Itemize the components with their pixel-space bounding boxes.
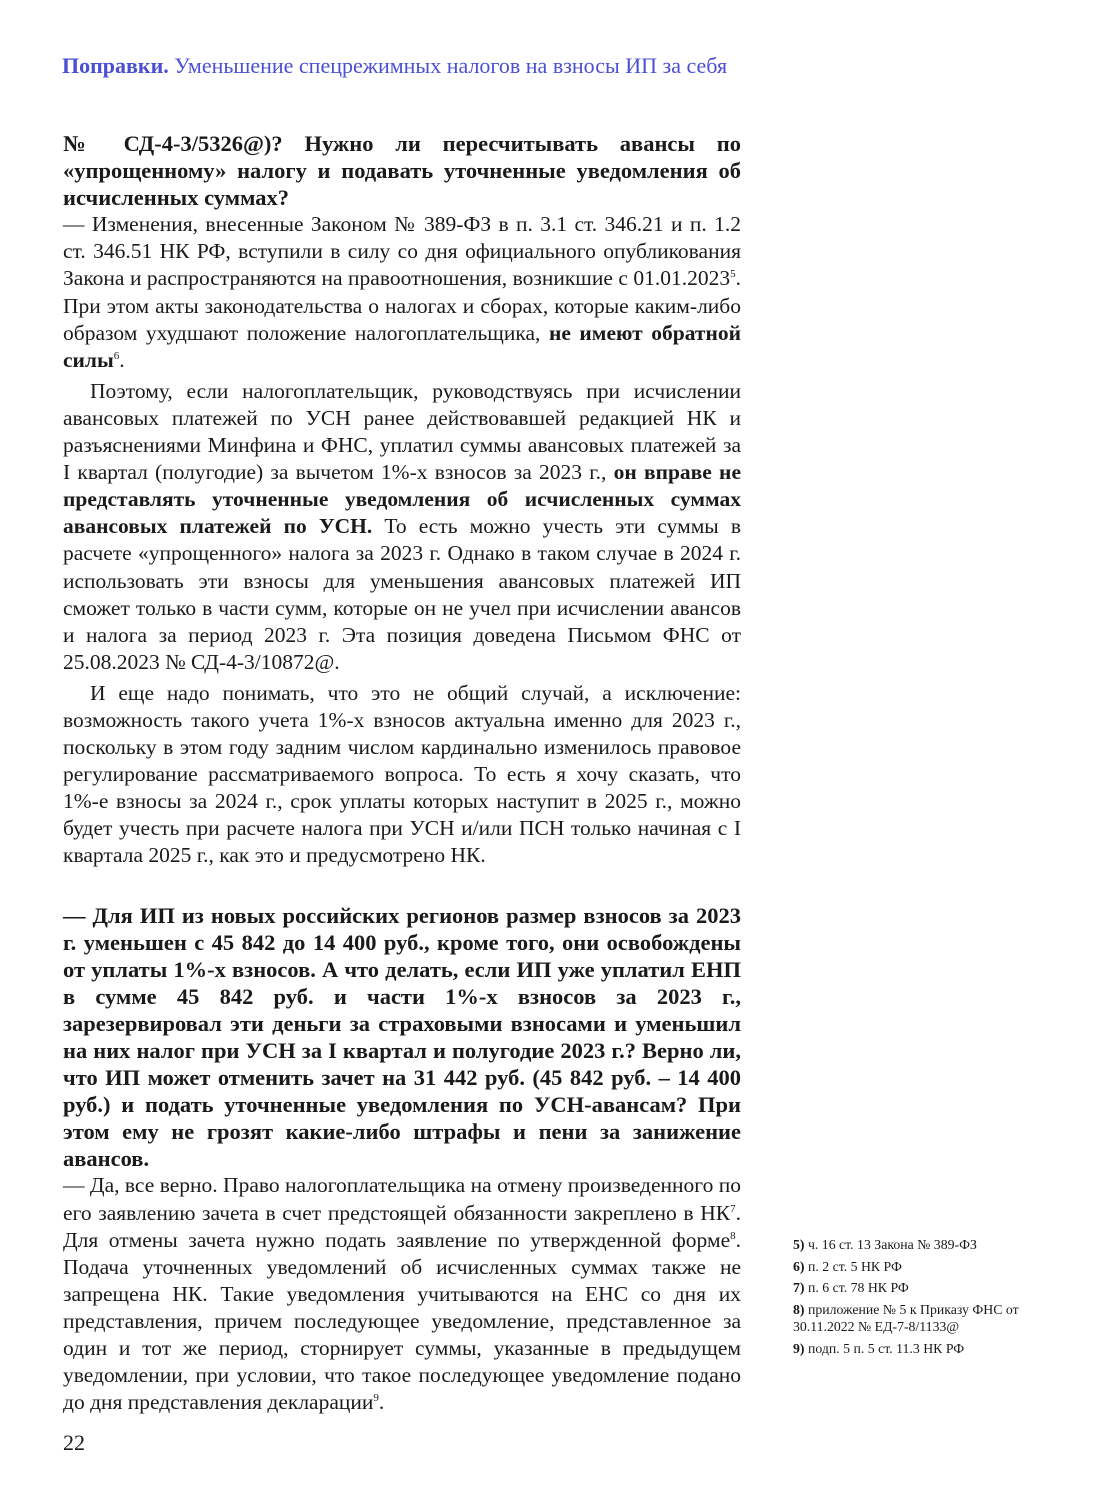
emphasis-no-retroactive: не имеют обратной силы <box>63 320 741 372</box>
footnote: 5) ч. 16 ст. 13 Закона № 389-ФЗ <box>793 1237 977 1252</box>
answer-1-paragraph-1: — Изменения, внесенные Законом № 389-ФЗ в п. 3.1 ст. 346.21 и п. 1.2 ст. 346.51 НК РФ, вступили в силу со дня официального опубликования Закона и распространяются на правоотношения, возникшие с 01.01.2023$^5$. При этом акты законодательства о налогах и сборах, которые каким-либо образом ухудшают положение налогоплательщика, не имеют обратной силы$^6$. <box>63 212 741 372</box>
page-number: 22 <box>63 1430 85 1455</box>
answer-2: — Да, все верно. Право налогоплательщика на отмену произведенного по его заявлению зачета в счет предстоящей обязанности закреплено в $НК^7$. Для отмены зачета нужно подать заявление по утвержденной форме$^8$. Подача уточненных уведомлений об исчисленных суммах также не запрещена НК. Такие уведомления учитываются на ЕНС со дня их представления, причем последующее уведомление, представленное за один и тот же период, сторнирует суммы, указанные в предыдущем уведомлении, при условии, что такое последующее уведомление подано до дня представления декларации$^9$. <box>63 1173 741 1415</box>
header-label: Поправки. <box>62 53 169 78</box>
emphasis-right-not-to-submit: он вправе не представлять уточненные уведомления об исчисленных суммах авансовых платежей по УСН. <box>63 460 741 539</box>
running-header <box>62 53 727 79</box>
footnote: 9) подп. 5 п. 5 ст. 11.3 НК РФ <box>793 1340 965 1356</box>
footnote-ref-6: 6 <box>113 349 120 362</box>
footnote: 7) п. 6 ст. 78 НК РФ <box>793 1280 909 1295</box>
footnote-ref-9: 9 <box>373 1392 379 1405</box>
question-1: № СД-4-3/5326@)? Нужно ли пересчитывать авансы по «упрощенному» налогу и подавать уточненные уведомления об исчисленных суммах? <box>63 131 741 211</box>
footnote-ref-8: 8 <box>730 1229 736 1242</box>
footnote: 8) приложение № 5 к Приказу ФНС от 30.11.2022 № ЕД-7-8/1133@ <box>793 1301 1019 1334</box>
header-title: Уменьшение спецрежимных налогов на взносы ИП за себя <box>174 53 728 78</box>
question-2: — Для ИП из новых российских регионов размер взносов за 2023 г. уменьшен с 45 842 до 14 400 руб., кроме того, они освобождены от уплаты 1%-х взносов. А что делать, если ИП уже уплатил ЕНП в сумме 45 842 руб. и части 1%-х взносов за 2023 г., зарезервировал эти деньги за страховыми взносами и уменьшил на них налог при УСН за I квартал и полугодие 2023 г.? Верно ли, что ИП может отменить зачет на 31 442 руб. (45 842 руб. – 14 400 руб.) и подать уточненные уведомления по УСН-авансам? При этом ему не грозят какие-либо штрафы и пени за занижение авансов. <box>63 902 741 1172</box>
answer-1-paragraph-3: И еще надо понимать, что это не общий случай, а исключение: возможность такого учета 1%-х взносов актуальна именно для 2023 г., поскольку в этом году задним числом кардинально изменилось правовое регулирование рассматриваемого вопроса. То есть я хочу сказать, что 1%-е взносы за 2024 г., срок уплаты которых наступит в 2025 г., можно будет учесть при расчете налога при УСН и/или ПСН только начиная с I квартала 2025 г., как это и предусмотрено НК. <box>63 680 741 868</box>
footnotes <box>793 1236 1033 1361</box>
footnote-ref-7: 7 <box>730 1202 736 1215</box>
footnote: 6) п. 2 ст. 5 НК РФ <box>793 1258 902 1274</box>
answer-1-paragraph-2: Поэтому, если налогоплательщик, руководствуясь при исчислении авансовых платежей по УСН ранее действовавшей редакцией НК и разъяснениями Минфина и ФНС, уплатил суммы авансовых платежей за I квартал (полугодие) за вычетом 1%-х взносов за 2023 г., он вправе не представлять уточненные уведомления об исчисленных суммах авансовых платежей по УСН. То есть можно учесть эти суммы в расчете «упрощенного» налога за 2023 г. Однако в таком случае в 2024 г. использовать эти взносы для уменьшения авансовых платежей ИП сможет только в части сумм, которые он не учел при исчислении авансов и налога за период 2023 г. Эта позиция доведена Письмом ФНС от 25.08.2023 № СД-4-3/10872@. <box>63 378 741 674</box>
footnote-ref-5: 5 <box>730 268 736 281</box>
article-body <box>63 130 741 1416</box>
